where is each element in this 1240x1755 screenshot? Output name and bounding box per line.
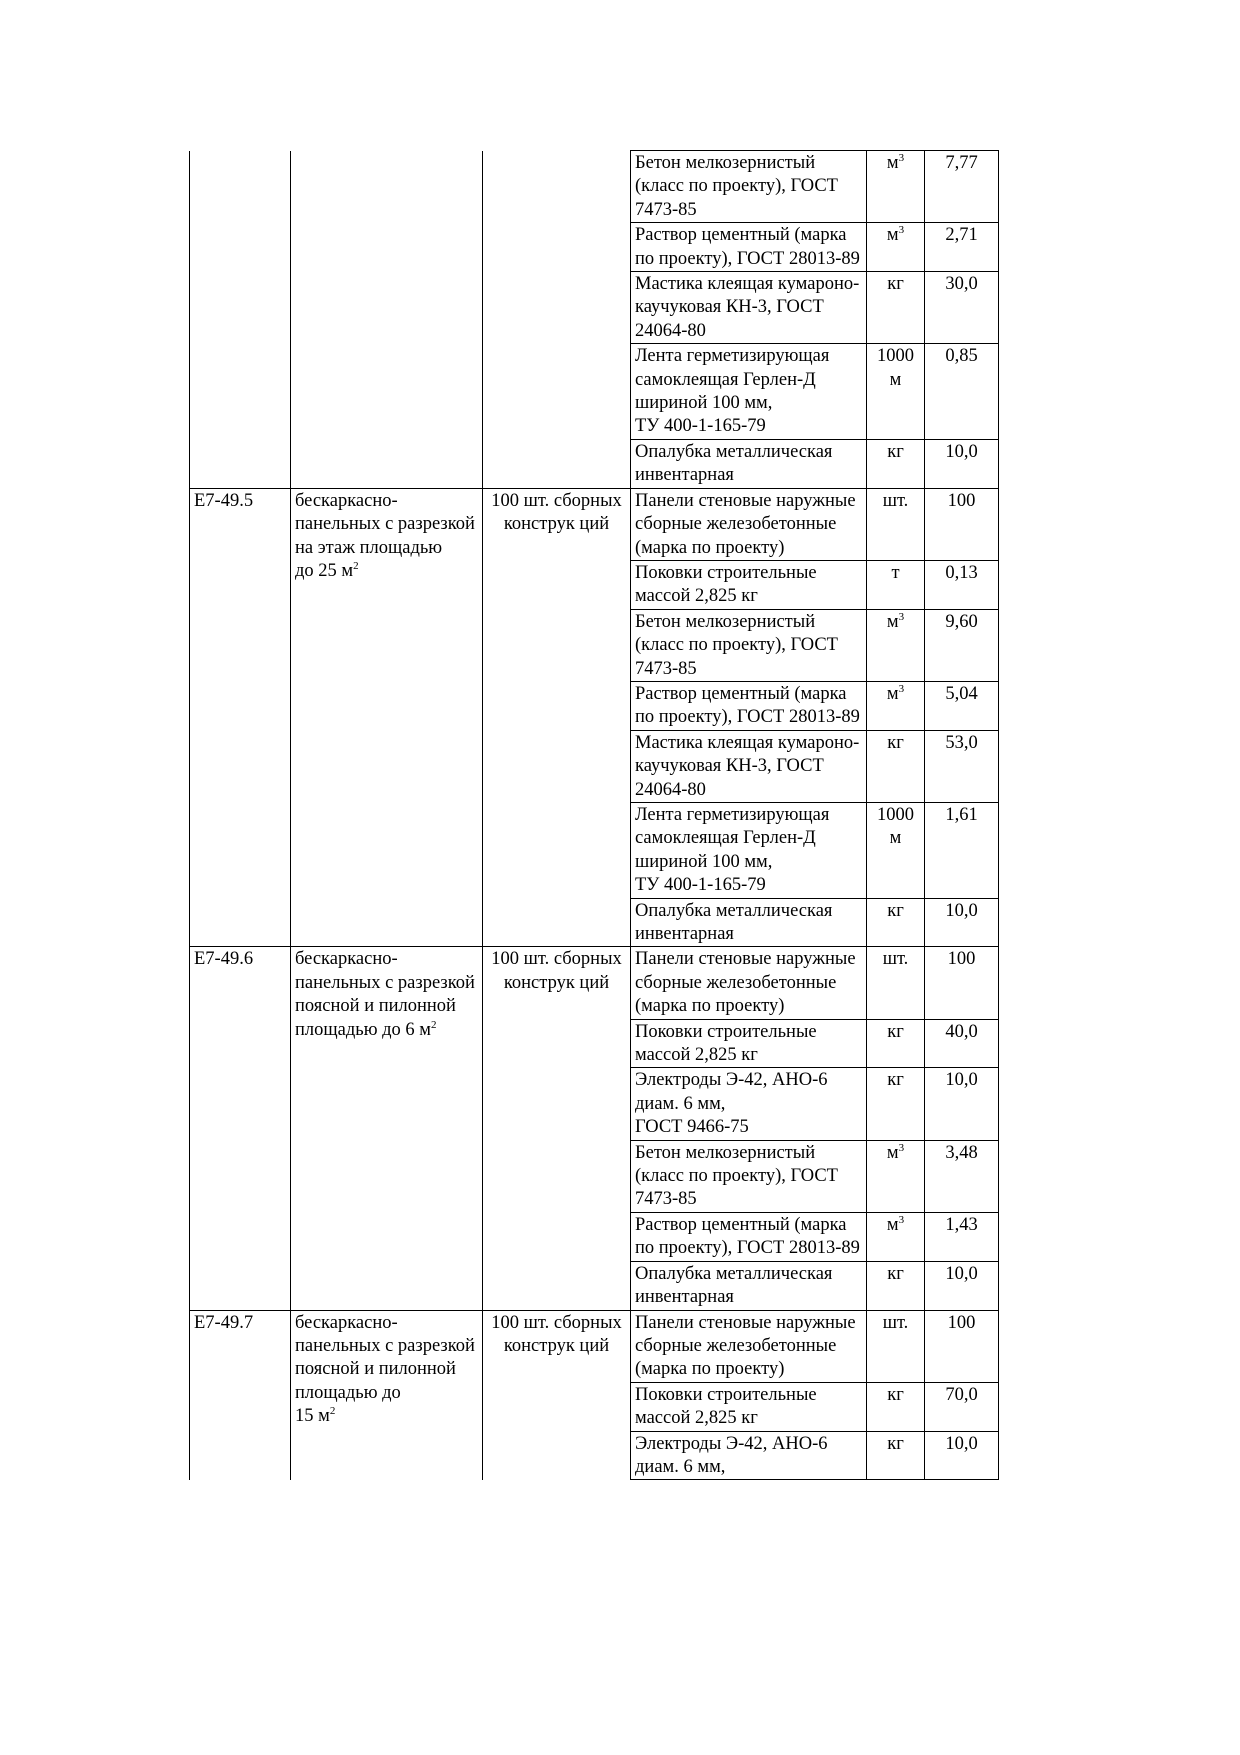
table-row bbox=[190, 1310, 999, 1382]
resource-name: Мастика клеящая кумароно-каучуковая КН-3, ГОСТ 24064-80 bbox=[631, 730, 867, 802]
resource-name: Мастика клеящая кумароно-каучуковая КН-3, ГОСТ 24064-80 bbox=[631, 272, 867, 344]
resource-unit bbox=[867, 272, 925, 344]
work-description-part bbox=[295, 1019, 478, 1042]
resource-name: Опалубка металлическая инвентарная bbox=[631, 898, 867, 947]
resource-unit-text: кг bbox=[887, 1021, 904, 1042]
resource-unit bbox=[867, 802, 925, 898]
resource-unit-text: 1000 м bbox=[877, 804, 914, 849]
resource-unit bbox=[867, 1261, 925, 1310]
resource-name: Панели стеновые наружные сборные железобетонные (марка по проекту) bbox=[631, 947, 867, 1019]
resource-name: Лента герметизирующая самоклеящая Герлен-Д шириной 100 мм, ТУ 400-1-165-79 bbox=[631, 344, 867, 440]
resource-unit-text: кг bbox=[887, 1070, 904, 1091]
work-description bbox=[291, 488, 483, 947]
table-row bbox=[190, 151, 999, 223]
resource-unit-text: шт. bbox=[882, 949, 909, 970]
work-description bbox=[291, 1310, 483, 1480]
measurement-unit: 100 шт. сборных конструк ций bbox=[483, 947, 631, 1310]
resource-name: Раствор цементный (марка по проекту), ГОСТ 28013-89 bbox=[631, 223, 867, 272]
superscript: 2 bbox=[431, 1018, 437, 1031]
resource-quantity: 10,0 bbox=[925, 1261, 999, 1310]
resource-unit-text: кг bbox=[887, 1263, 904, 1284]
work-description-part bbox=[295, 1312, 478, 1382]
resource-unit-text: кг bbox=[887, 441, 904, 462]
resource-unit-text: м bbox=[886, 1214, 899, 1235]
resource-unit bbox=[867, 1068, 925, 1140]
resource-unit-text: кг bbox=[887, 732, 904, 753]
resource-name: Поковки строительные массой 2,825 кг bbox=[631, 560, 867, 609]
resource-quantity: 2,71 bbox=[925, 223, 999, 272]
superscript: 3 bbox=[898, 1213, 905, 1226]
resource-quantity: 3,48 bbox=[925, 1140, 999, 1212]
resource-unit bbox=[867, 439, 925, 488]
table-row bbox=[190, 947, 999, 1019]
resource-unit bbox=[867, 681, 925, 730]
resource-unit-text: м bbox=[886, 225, 899, 246]
resource-unit-text: м bbox=[886, 1142, 899, 1163]
resource-unit bbox=[867, 609, 925, 681]
norm-code: Е7-49.5 bbox=[190, 488, 291, 947]
resource-unit-text: 1000 м bbox=[877, 346, 914, 390]
resource-quantity: 40,0 bbox=[925, 1019, 999, 1068]
superscript: 2 bbox=[329, 1405, 336, 1418]
resource-name: Панели стеновые наружные сборные железобетонные (марка по проекту) bbox=[631, 1310, 867, 1382]
superscript: 3 bbox=[898, 224, 905, 237]
resource-name: Поковки строительные массой 2,825 кг bbox=[631, 1382, 867, 1431]
superscript: 3 bbox=[898, 1141, 905, 1154]
superscript: 3 bbox=[898, 682, 905, 695]
resource-unit bbox=[867, 898, 925, 947]
work-description-part bbox=[295, 560, 478, 583]
resource-quantity: 9,60 bbox=[925, 609, 999, 681]
resource-name: Поковки строительные массой 2,825 кг bbox=[631, 1019, 867, 1068]
resource-name: Опалубка металлическая инвентарная bbox=[631, 439, 867, 488]
resource-quantity: 53,0 bbox=[925, 730, 999, 802]
resource-unit-text: кг bbox=[887, 900, 904, 921]
resource-unit-text: шт. bbox=[882, 490, 909, 511]
resource-quantity: 100 bbox=[925, 947, 999, 1019]
resource-quantity: 7,77 bbox=[925, 151, 999, 223]
resource-name: Раствор цементный (марка по проекту), ГОСТ 28013-89 bbox=[631, 1212, 867, 1261]
description-text: площадью до 15 м bbox=[295, 1382, 401, 1427]
resource-unit bbox=[867, 947, 925, 1019]
resource-quantity: 10,0 bbox=[925, 1068, 999, 1140]
resource-unit bbox=[867, 344, 925, 440]
resource-quantity: 0,13 bbox=[925, 560, 999, 609]
work-description-part bbox=[295, 490, 478, 560]
resource-unit-text: кг bbox=[887, 274, 904, 295]
resource-norms-table bbox=[189, 150, 999, 1480]
resource-name: Бетон мелкозернистый (класс по проекту), ГОСТ 7473-85 bbox=[631, 609, 867, 681]
resource-name: Панели стеновые наружные сборные железобетонные (марка по проекту) bbox=[631, 488, 867, 560]
resource-unit-text: м bbox=[886, 611, 899, 632]
work-description-part bbox=[295, 948, 478, 1018]
resource-quantity: 10,0 bbox=[925, 1431, 999, 1480]
resource-unit-text: кг bbox=[887, 1384, 904, 1405]
work-description-part bbox=[295, 1382, 478, 1429]
measurement-unit bbox=[483, 151, 631, 489]
resource-name: Раствор цементный (марка по проекту), ГОСТ 28013-89 bbox=[631, 681, 867, 730]
description-text: бескаркасно-панельных с разрезкой поясной и пилонной bbox=[295, 1312, 475, 1380]
resource-quantity: 5,04 bbox=[925, 681, 999, 730]
description-text: бескаркасно-панельных с разрезкой на этаж площадью bbox=[295, 490, 475, 558]
resource-unit-text: м bbox=[886, 153, 899, 173]
resource-quantity: 10,0 bbox=[925, 898, 999, 947]
description-text: до 25 м bbox=[295, 560, 354, 581]
resource-unit bbox=[867, 730, 925, 802]
resource-name: Лента герметизирующая самоклеящая Герлен-Д шириной 100 мм, ТУ 400-1-165-79 bbox=[631, 802, 867, 898]
resource-quantity: 100 bbox=[925, 1310, 999, 1382]
resource-unit-text: шт. bbox=[882, 1312, 909, 1333]
resource-quantity: 0,85 bbox=[925, 344, 999, 440]
resource-name: Опалубка металлическая инвентарная bbox=[631, 1261, 867, 1310]
resource-unit bbox=[867, 1212, 925, 1261]
resource-unit bbox=[867, 1431, 925, 1480]
resource-unit bbox=[867, 1019, 925, 1068]
measurement-unit: 100 шт. сборных конструк ций bbox=[483, 488, 631, 947]
norm-code: Е7-49.7 bbox=[190, 1310, 291, 1480]
work-description bbox=[291, 151, 483, 489]
description-text: бескаркасно-панельных с разрезкой поясной и пилонной bbox=[295, 949, 475, 1017]
work-description bbox=[291, 947, 483, 1310]
resource-name: Электроды Э-42, АНО-6 диам. 6 мм, bbox=[631, 1431, 867, 1480]
resource-unit bbox=[867, 151, 925, 223]
resource-name: Электроды Э-42, АНО-6 диам. 6 мм, ГОСТ 9466-75 bbox=[631, 1068, 867, 1140]
resource-quantity: 70,0 bbox=[925, 1382, 999, 1431]
superscript: 2 bbox=[353, 559, 359, 572]
resource-quantity: 30,0 bbox=[925, 272, 999, 344]
measurement-unit: 100 шт. сборных конструк ций bbox=[483, 1310, 631, 1480]
description-text: площадью до 6 м bbox=[295, 1019, 432, 1040]
table-row bbox=[190, 488, 999, 560]
resource-unit bbox=[867, 488, 925, 560]
norm-code bbox=[190, 151, 291, 489]
resource-unit-text: т bbox=[891, 562, 900, 583]
resource-unit bbox=[867, 1140, 925, 1212]
resource-unit bbox=[867, 1382, 925, 1431]
resource-quantity: 1,61 bbox=[925, 802, 999, 898]
resource-name: Бетон мелкозернистый (класс по проекту), ГОСТ 7473-85 bbox=[631, 151, 867, 223]
resource-name: Бетон мелкозернистый (класс по проекту), ГОСТ 7473-85 bbox=[631, 1140, 867, 1212]
resource-quantity: 10,0 bbox=[925, 439, 999, 488]
resource-quantity: 1,43 bbox=[925, 1212, 999, 1261]
superscript: 3 bbox=[898, 152, 905, 164]
norm-code: Е7-49.6 bbox=[190, 947, 291, 1310]
resource-unit bbox=[867, 223, 925, 272]
resource-unit-text: м bbox=[886, 683, 899, 704]
resource-unit bbox=[867, 560, 925, 609]
resource-unit-text: кг bbox=[887, 1433, 904, 1454]
resource-quantity: 100 bbox=[925, 488, 999, 560]
resource-unit bbox=[867, 1310, 925, 1382]
superscript: 3 bbox=[898, 610, 905, 623]
